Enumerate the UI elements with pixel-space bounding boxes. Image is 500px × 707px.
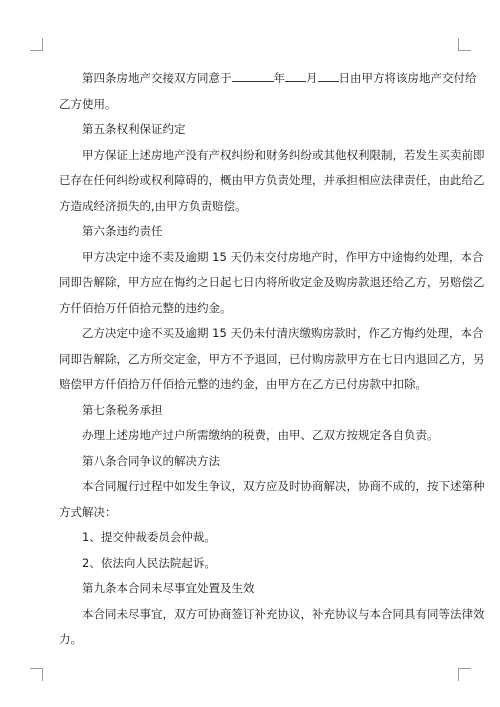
clause8-line: 本合同履行过程中如发生争议，双方应及时协商解决，协商不成的，按下述第种: [82, 479, 485, 493]
clause5-line: 甲方保证上述房地产没有产权纠纷和财务纠纷或其他权利限制，若发生买卖前即: [82, 147, 485, 162]
clause4-suffix: 日由甲方将该房地产交付给: [338, 71, 477, 85]
page-corner-mark-bottom-left: [30, 668, 43, 681]
clause6-para2-line: 赔偿甲方仟佰拾万仟佰拾元整的违约金，由甲方在乙方已付房款中扣除。: [59, 377, 427, 391]
clause4-line1: [59, 66, 477, 92]
clause4-line2: 乙方使用。: [59, 96, 117, 111]
month-blank: [285, 69, 306, 82]
clause6-para2-line: 同即告解除，乙方所交定金，甲方不予退回，已付购房款甲方在七日内退回乙方，另: [59, 351, 485, 366]
clause8-line: 方式解决：: [59, 504, 117, 519]
clause6-para1-line: 甲方决定中途不卖及逾期 15 天仍未交付房地产时，作甲方中途悔约处理，本合: [82, 249, 484, 264]
page-corner-mark-bottom-right: [458, 668, 471, 681]
clause9-title: 第九条本合同未尽事宜处置及生效: [82, 581, 255, 595]
clause7-title: 第七条税务承担: [82, 402, 163, 417]
clause8-option-1: 1、提交仲裁委员会仲裁。: [82, 530, 216, 544]
clause6-title: 第六条违约责任: [82, 224, 163, 238]
document-page: [59, 66, 485, 653]
clause9-line: 本合同未尽事宜，双方可协商签订补充协议，补充协议与本合同具有同等法律效: [82, 606, 485, 621]
clause5-title: 第五条权利保证约定: [82, 122, 186, 136]
clause6-para1-line: 同即告解除，甲方应在悔约之日起七日内将所收定金及购房款退还给乙方，另赔偿乙: [59, 275, 485, 289]
clause8-title: 第八条合同争议的解决方法: [82, 453, 220, 468]
clause4-year: 年: [273, 71, 285, 85]
clause7-body: 办理上述房地产过户所需缴纳的税费，由甲、乙双方按规定各自负责。: [82, 428, 439, 442]
clause5-line: 已存在任何纠纷或权利障碍的，概由甲方负责处理，并承担相应法律责任，由此给乙: [59, 173, 485, 187]
page-corner-mark-top-left: [30, 38, 43, 51]
clause8-option-2: 2、依法向人民法院起诉。: [82, 555, 216, 570]
clause5-line: 方造成经济损失的,由甲方负责赔偿。: [59, 198, 247, 213]
day-blank: [318, 69, 339, 82]
page-corner-mark-top-right: [458, 38, 471, 51]
clause6-para2-line: 乙方决定中途不买及逾期 15 天仍未付清庆缴购房款时，作乙方悔约处理，本合: [82, 326, 484, 340]
clause9-line: 力。: [59, 632, 82, 646]
year-blank: [232, 69, 274, 82]
clause4-prefix: 第四条房地产交接双方同意于: [82, 71, 232, 85]
clause4-month: 月: [306, 71, 318, 85]
clause6-para1-line: 方仟佰拾万仟佰拾元整的违约金。: [59, 300, 232, 315]
